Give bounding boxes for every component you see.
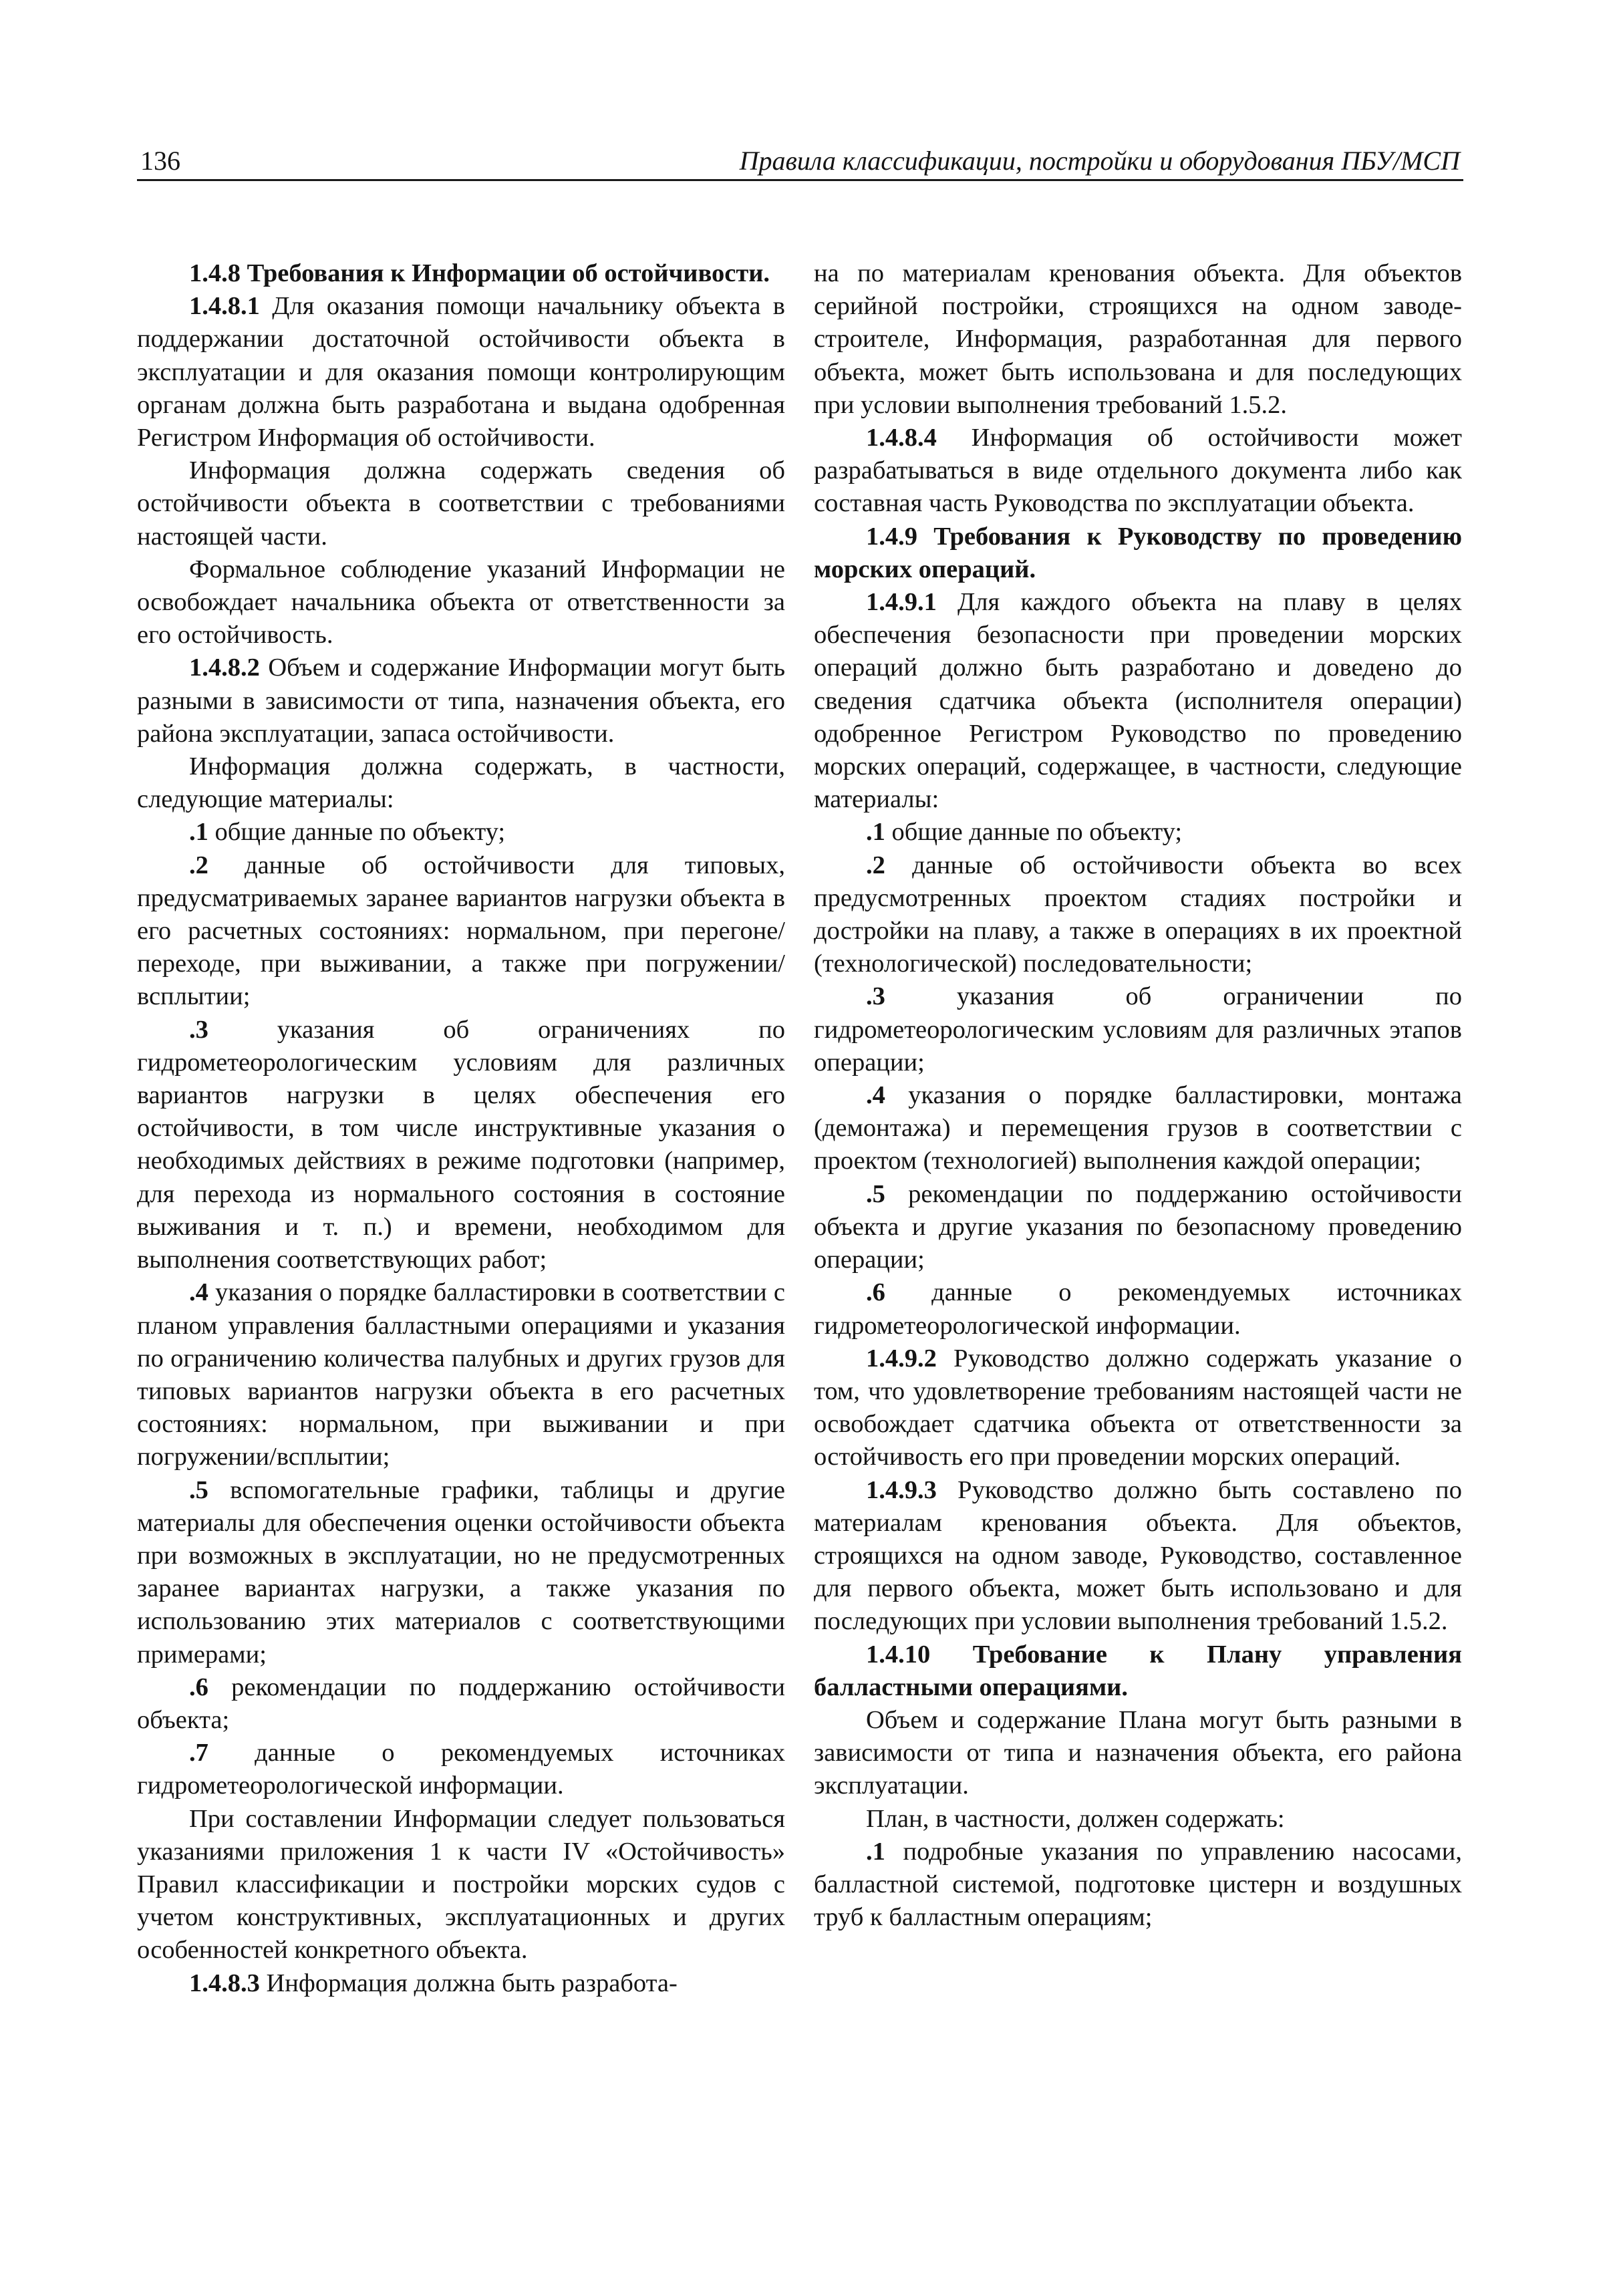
right-column	[814, 257, 1462, 1934]
paragraph	[814, 1342, 1462, 1474]
list-item	[137, 1014, 785, 1277]
list-item	[814, 849, 1462, 981]
list-item-text: указания о порядке балластировки в соответствии с планом управления балластными операциями и указания по ограничению количества палубных и других грузов для типовых вариантов нагрузки объекта в его расчетных состояниях: нормальном, при выживании и при погружении/всплытии;	[137, 1278, 785, 1471]
list-marker: .7	[189, 1739, 208, 1767]
paragraph	[137, 1967, 785, 2000]
paragraph-continuation: на по материалам кренования объекта. Для объектов серийной постройки, строящихся на одном заводе-строителе, Информация, разработанная для первого объекта, может быть использована и для последующих при условии выполнения требований 1.5.2.	[814, 259, 1462, 419]
list-marker: .4	[189, 1278, 208, 1307]
page-number: 136	[140, 146, 180, 176]
list-item-text: данные об остойчивости для типовых, предусматриваемых заранее вариантов нагрузки объекта в его расчетных состояниях: нормальном, при перегоне/переходе, при выживании, а также при погружении/всплытии;	[137, 851, 785, 1011]
list-marker: .4	[866, 1081, 885, 1110]
paragraph: Информация должна содержать сведения об остойчивости объекта в соответствии с требованиями настоящей части.	[137, 456, 785, 551]
list-item	[137, 816, 785, 849]
paragraph	[814, 422, 1462, 521]
list-marker: .2	[189, 851, 208, 879]
clause-number: 1.4.8.2	[189, 654, 260, 682]
list-item-text: указания об ограничении по гидрометеорологическим условиям для различных этапов операции;	[814, 982, 1462, 1077]
list-item-text: общие данные по объекту;	[885, 818, 1183, 847]
paragraph-text: Для оказания помощи начальнику объекта в поддержании достаточной остойчивости объекта в эксплуатации и для оказания помощи контролирующим органам должна быть разработана и выдана одобренная Регистром Информация об остойчивости.	[137, 292, 785, 452]
paragraph-text: Для каждого объекта на плаву в целях обеспечения безопасности при проведении морских операций должно быть разработано и доведено до сведения сдатчика объекта (исполнителя операции) одобренное Регистром Руководство по проведению морских операций, содержащее, в частности, следующие материалы:	[814, 588, 1462, 814]
list-item-text: рекомендации по поддержанию остойчивости объекта и другие указания по безопасному проведению операции;	[814, 1179, 1462, 1274]
list-item-text: рекомендации по поддержанию остойчивости объекта;	[137, 1673, 785, 1734]
list-marker: .6	[866, 1278, 885, 1307]
paragraph: Объем и содержание Плана могут быть разными в зависимости от типа и назначения объекта, его района эксплуатации.	[814, 1705, 1462, 1800]
list-item	[814, 816, 1462, 849]
paragraph-text: Информация об остойчивости может разрабатываться в виде отдельного документа либо как составная часть Руководства по эксплуатации объекта.	[814, 424, 1462, 518]
list-marker: .2	[866, 851, 885, 879]
list-item	[814, 1178, 1462, 1277]
list-marker: .1	[866, 1837, 885, 1866]
paragraph-text: Объем и содержание Информации могут быть разными в зависимости от типа, назначения объекта, его района эксплуатации, запаса остойчивости.	[137, 654, 785, 748]
list-marker: .1	[189, 818, 208, 847]
list-marker: .5	[189, 1475, 208, 1504]
paragraph: Информация должна содержать, в частности, следующие материалы:	[137, 752, 785, 814]
list-marker: .6	[189, 1673, 208, 1701]
list-item-text: данные о рекомендуемых источниках гидрометеорологической информации.	[137, 1739, 785, 1800]
section-heading-1-4-9: 1.4.9 Требования к Руководству по проведению морских операций.	[814, 522, 1462, 583]
paragraph	[137, 652, 785, 750]
clause-number: 1.4.9.3	[866, 1475, 937, 1504]
list-item-text: данные о рекомендуемых источниках гидрометеорологической информации.	[814, 1278, 1462, 1340]
list-item-text: общие данные по объекту;	[208, 818, 506, 847]
paragraph: При составлении Информации следует пользоваться указаниями приложения 1 к части IV «Остойчивость» Правил классификации и постройки морских судов с учетом конструктивных, эксплуатационных и других особенностей конкретного объекта.	[137, 1804, 785, 1965]
paragraph	[814, 1474, 1462, 1638]
list-marker: .3	[189, 1015, 208, 1044]
clause-number: 1.4.8.3	[189, 1969, 260, 1997]
list-item	[137, 849, 785, 1014]
list-marker: .5	[866, 1179, 885, 1208]
list-item	[137, 1737, 785, 1802]
paragraph-text: Руководство должно быть составлено по материалам кренования объекта. Для объектов, строящихся на одном заводе, Руководство, составленное для первого объекта, может быть использовано и для последующих при условии выполнения требований 1.5.2.	[814, 1475, 1462, 1636]
section-heading-1-4-8: 1.4.8 Требования к Информации об остойчивости.	[189, 259, 770, 287]
clause-number: 1.4.9.2	[866, 1344, 937, 1373]
clause-number: 1.4.9.1	[866, 588, 937, 617]
list-item-text: подробные указания по управлению насосами, балластной системой, подготовке цистерн и воздушных труб к балластным операциям;	[814, 1837, 1462, 1932]
left-column	[137, 257, 785, 2000]
list-marker: .1	[866, 818, 885, 847]
list-item-text: вспомогательные графики, таблицы и другие материалы для обеспечения оценки остойчивости объекта при возможных в эксплуатации, но не предусмотренных заранее вариантах нагрузки, а также указания по использованию этих материалов с соответствующими примерами;	[137, 1475, 785, 1669]
paragraph-text: Руководство должно содержать указание о том, что удовлетворение требованиям настоящей части не освобождает сдатчика объекта от ответственности за остойчивость его при проведении морских операций.	[814, 1344, 1462, 1471]
clause-number: 1.4.8.4	[866, 424, 937, 452]
paragraph: План, в частности, должен содержать:	[866, 1804, 1285, 1833]
section-heading-1-4-10: 1.4.10 Требование к Плану управления балластными операциями.	[814, 1640, 1462, 1701]
list-item	[814, 1276, 1462, 1342]
list-item	[814, 1079, 1462, 1178]
header-rule	[137, 179, 1463, 181]
running-title: Правила классификации, постройки и оборудования ПБУ/МСП	[739, 146, 1460, 176]
list-item	[137, 1671, 785, 1737]
list-item	[137, 1474, 785, 1671]
list-item-text: данные об остойчивости объекта во всех предусмотренных проектом стадиях постройки и достройки на плаву, а также в операциях в их проектной (технологической) последовательности;	[814, 851, 1462, 978]
paragraph	[137, 290, 785, 454]
list-item-text: указания об ограничениях по гидрометеорологическим условиям для различных вариантов нагрузки в целях обеспечения его остойчивости, в том числе инструктивные указания о необходимых действиях в режиме подготовки (например, для перехода из нормального состояния в состояние выживания и т. п.) и времени, необходимом для выполнения соответствующих работ;	[137, 1015, 785, 1274]
list-item	[814, 980, 1462, 1079]
list-marker: .3	[866, 982, 885, 1011]
list-item	[814, 1836, 1462, 1934]
list-item	[137, 1276, 785, 1473]
paragraph: Формальное соблюдение указаний Информации не освобождает начальника объекта от ответственности за его остойчивость.	[137, 555, 785, 650]
paragraph-text: Информация должна быть разработа-	[259, 1969, 678, 1997]
clause-number: 1.4.8.1	[189, 292, 260, 321]
list-item-text: указания о порядке балластировки, монтажа (демонтажа) и перемещения грузов в соответствии с проектом (технологией) выполнения каждой операции;	[814, 1081, 1462, 1175]
paragraph	[814, 586, 1462, 816]
